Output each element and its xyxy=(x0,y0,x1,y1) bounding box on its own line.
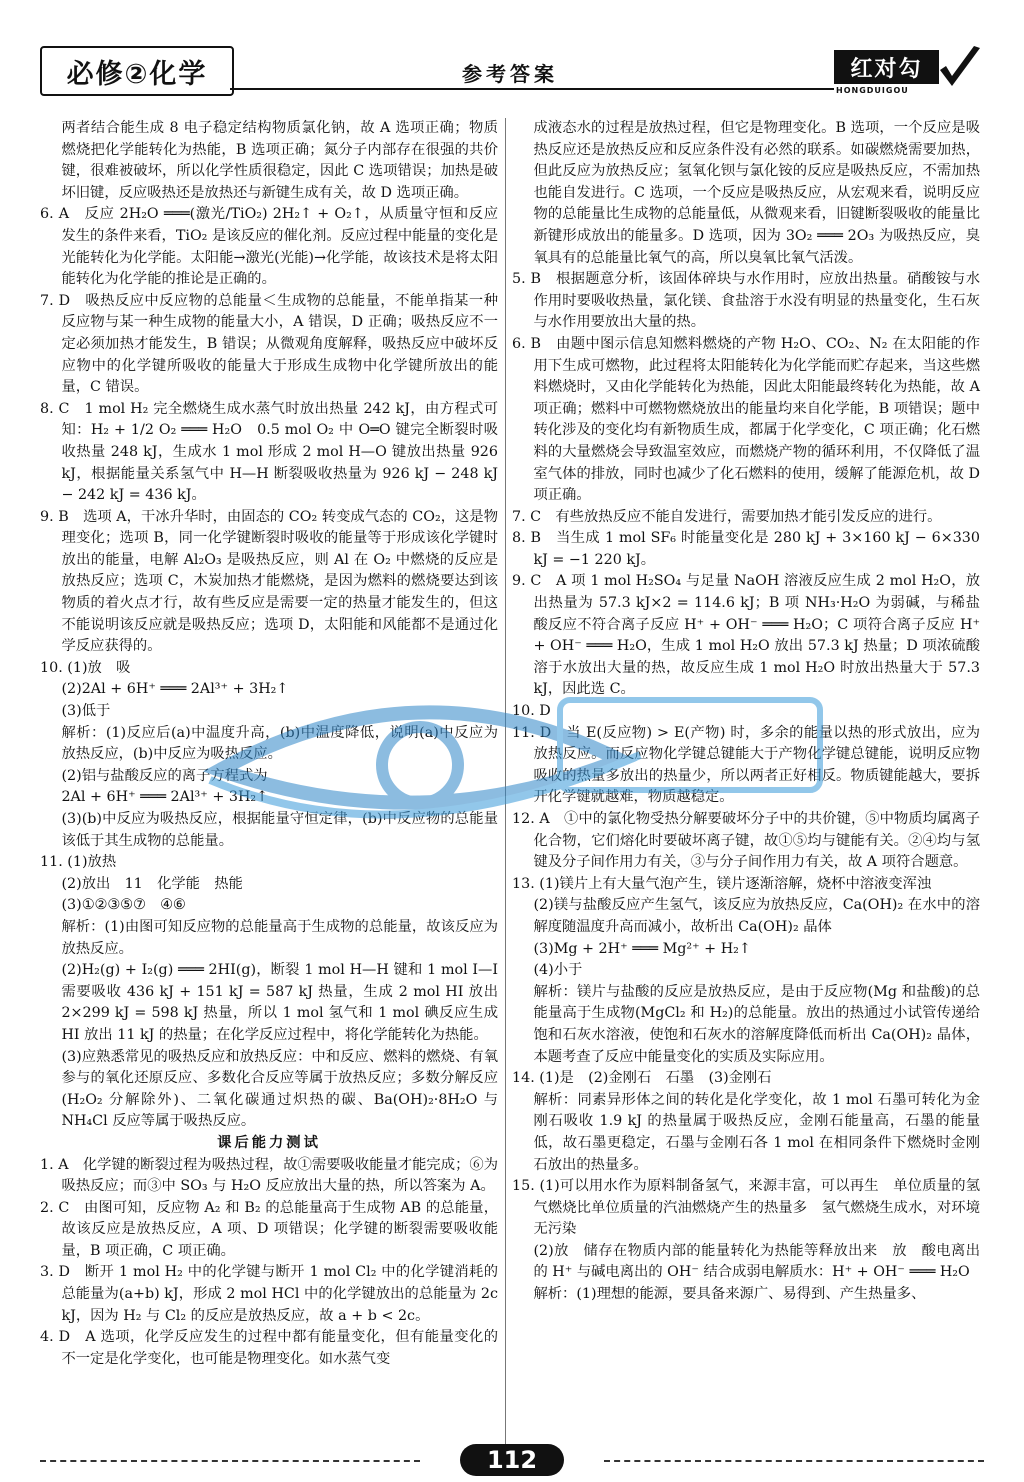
answer-paragraph: 10. D xyxy=(512,703,551,720)
answer-paragraph: 解析：同素异形体之间的转化是化学变化，故 1 mol 石墨可转化为金刚石吸收 1.9 kJ 的热量属于吸热反应，金刚石能量高，石墨的能量低，故石墨更稳定，石墨与金刚石各 1 mol 在相同条件下燃烧时金刚石放出的热量多。 xyxy=(533,1091,980,1173)
page-header xyxy=(40,42,984,102)
answer-paragraph: 解析：(1)由图可知反应物的总能量高于生成物的总能量，故该反应为放热反应。 xyxy=(61,918,498,957)
left-column xyxy=(40,118,498,1370)
answer-paragraph: (2)2Al + 6H⁺ ═══ 2Al³⁺ + 3H₂↑ xyxy=(61,681,289,698)
column-divider xyxy=(505,118,506,1463)
checkmark-icon xyxy=(936,42,984,94)
answer-paragraph: 14. (1)是 (2)金刚石 石墨 (3)金刚石 xyxy=(512,1070,772,1087)
header-rule xyxy=(230,88,834,90)
answer-paragraph: 9. B 选项 A，干冰升华时，由固态的 CO₂ 转变成气态的 CO₂，这是物理变化；选项 B，同一化学键断裂时吸收的能量等于形成该化学键时放出的能量，电解 Al₂O₃ 是吸热反应，则 Al 在 O₂ 中燃烧的反应是放热反应；选项 C，木炭加热才能燃烧，是因为燃料的燃烧要达到该物质的着火点才行，故有些反应是需要一定的热量才能发生的，但这不能说明该反应就是吸热反应；选项 D，太阳能和风能都不是通过化学反应获得的。 xyxy=(40,508,498,655)
footer-rule-left xyxy=(40,1460,420,1462)
answer-paragraph: (3)①②③⑤⑦ ④⑥ xyxy=(61,897,186,914)
header-title: 参考答案 xyxy=(462,62,558,86)
answer-paragraph: 6. B 由题中图示信息知燃料燃烧的产物 H₂O、CO₂、N₂ 在太阳能的作用下生成可燃物，此过程将太阳能转化为化学能而贮存起来，当这些燃料燃烧时，又由化学能转化为热能，因此太阳能最终转化为热能，故 A 项正确；燃料中可燃物燃烧放出的能量均来自化学能，B 项错误；题中转化涉及的变化均有新物质生成，都属于化学变化，C 项正确；化石燃料的大量燃烧会导致温室效应，而燃烧产物的循环利用，不仅降低了温室气体的排放，同时也减少了化石燃料的使用，缓解了能源危机，故 D 项正确。 xyxy=(512,335,980,504)
answer-paragraph: (3)Mg + 2H⁺ ═══ Mg²⁺ + H₂↑ xyxy=(533,940,751,957)
answer-paragraph: 解析：镁片与盐酸的反应是放热反应，是由于反应物(Mg 和盐酸)的总能量高于生成物(MgCl₂ 和 H₂)的总能量。放出的热通过小试管传递给饱和石灰水溶液，使饱和石灰水的溶解度降低而析出 Ca(OH)₂ 晶体，本题考查了反应中能量变化的实质及实际应用。 xyxy=(533,983,980,1065)
answer-paragraph: (2)镁与盐酸反应产生氢气，该反应为放热反应，Ca(OH)₂ 在水中的溶解度随温度升高而减小，故析出 Ca(OH)₂ 晶体 xyxy=(533,897,980,935)
answer-paragraph: 12. A ①中的氯化物受热分解要破坏分子中的共价键，⑤中物质均属离子化合物，它们熔化时要破坏离子键，故①⑤均与键能有关。②④均与氢键及分子间作用力有关，③与分子间作用力有关，故 A 项符合题意。 xyxy=(512,811,980,871)
answer-paragraph: 解析：(1)反应后(a)中温度升高，(b)中温度降低，说明(a)中反应为放热反应，(b)中反应为吸热反应。 xyxy=(61,724,498,763)
answer-paragraph: 7. C 有些放热反应不能自发进行，需要加热才能引发反应的进行。 xyxy=(512,508,942,525)
answer-paragraph: (2)铝与盐酸反应的离子方程式为 xyxy=(61,767,268,784)
answer-paragraph: 两者结合能生成 8 电子稳定结构物质氯化钠，故 A 选项正确；物质燃烧把化学能转化为热能，B 选项正确；氮分子内部存在很强的共价键，很难被破坏，所以化学性质很稳定，因此 C 选项错误；加热是破坏旧键，反应吸热还是放热还与新键生成有关，故 D 选项正确。 xyxy=(61,120,498,201)
answer-paragraph: 15. (1)可以用水作为原料制备氢气，来源丰富，可以再生 单位质量的氢气燃烧比单位质量的汽油燃烧产生的热量多 氢气燃烧生成水，对环境无污染 xyxy=(512,1178,980,1238)
brand-subtitle: HONGDUIGOU xyxy=(836,86,909,95)
answer-paragraph: (3)低于 xyxy=(61,703,111,720)
answer-paragraph: 2. C 由图可知，反应物 A₂ 和 B₂ 的总能量高于生成物 AB 的总能量，故该反应是放热反应，A 项、D 项错误；化学键的断裂需要吸收能量，B 项正确，C 项正确。 xyxy=(40,1199,498,1259)
brand-name: 红对勾 xyxy=(834,50,939,84)
page-number: 112 xyxy=(460,1444,564,1476)
right-column xyxy=(512,118,980,1306)
answer-paragraph: (4)小于 xyxy=(533,962,583,979)
answer-paragraph: 4. D A 选项，化学反应发生的过程中都有能量变化，但有能量变化的不一定是化学变化，也可能是物理变化。如水蒸气变 xyxy=(40,1329,498,1367)
footer-rule-right xyxy=(604,1460,984,1462)
answer-paragraph: 5. B 根据题意分析，该固体碎块与水作用时，应放出热量。硝酸铵与水作用时要吸收热量，氯化镁、食盐溶于水没有明显的热量变化，生石灰与水作用要放出大量的热。 xyxy=(512,271,980,331)
answer-paragraph: 9. C A 项 1 mol H₂SO₄ 与足量 NaOH 溶液反应生成 2 mol H₂O，放出热量为 57.3 kJ×2 = 114.6 kJ；B 项 NH₃·H₂O 为弱碱，与稀盐酸反应不符合离子反应 H⁺ + OH⁻ ═══ H₂O；C 项符合离子反应 H⁺ + OH⁻ ═══ H₂O，生成 1 mol H₂O 放出 57.3 kJ 热量；D 项浓硫酸溶于水放出大量的热，故反应生成 1 mol H₂O 时放出热量大于 57.3 kJ，因此选 C。 xyxy=(512,573,980,698)
answer-paragraph: (3)(b)中反应为吸热反应，根据能量守恒定律，(b)中反应物的总能量该低于其生成物的总能量。 xyxy=(61,811,498,849)
subject-title: 必修②化学 xyxy=(40,46,234,96)
answer-paragraph: (2)放 储存在物质内部的能量转化为热能等释放出来 放 酸电离出的 H⁺ 与碱电离出的 OH⁻ 结合成弱电解质水：H⁺ + OH⁻ ═══ H₂O xyxy=(533,1242,980,1281)
answer-paragraph: 3. D 断开 1 mol H₂ 中的化学键与断开 1 mol Cl₂ 中的化学键消耗的总能量为(a+b) kJ，形成 2 mol HCl 中的化学键放出的总能量为 2c kJ，因为 H₂ 与 Cl₂ 的反应是放热反应，故 a + b < 2c。 xyxy=(40,1264,498,1324)
answer-paragraph: 6. A 反应 2H₂O ═══(激光/TiO₂) 2H₂↑ + O₂↑，从质量守恒和反应发生的条件来看，TiO₂ 是该反应的催化剂。反应过程中能量的变化是光能转化为化学能。太阳能→激光(光能)→化学能，故该技术是将太阳能转化为化学能的推论是正确的。 xyxy=(40,206,498,288)
answer-paragraph: 11. (1)放热 xyxy=(40,854,117,871)
answer-paragraph: 7. D 吸热反应中反应物的总能量＜生成物的总能量，不能单指某一种反应物与某一种生成物的能量大小，A 错误，D 正确；吸热反应不一定必须加热才能发生，B 错误；从微观角度解释，吸热反应中破坏反应物中的化学键所吸收的能量大于形成生成物中化学键所放出的能量，C 错误。 xyxy=(40,292,498,396)
page-footer xyxy=(40,1440,984,1480)
answer-paragraph: 课后能力测试 xyxy=(217,1134,321,1151)
answer-paragraph: 解析：(1)理想的能源，要具备来源广、易得到、产生热量多、 xyxy=(533,1286,926,1303)
answer-paragraph: 8. C 1 mol H₂ 完全燃烧生成水蒸气时放出热量 242 kJ，由方程式可知：H₂ + 1/2 O₂ ═══ H₂O 0.5 mol O₂ 中 O═O 键完全断裂时吸收热量 248 kJ，生成水 1 mol 形成 2 mol H—O 键放出热量 926 kJ，根据能量关系氢气中 H—H 断裂吸收热量为 926 kJ − 248 kJ − 242 kJ = 436 kJ。 xyxy=(40,400,498,504)
answer-paragraph: 成液态水的过程是放热过程，但它是物理变化。B 选项，一个反应是吸热反应还是放热反应和反应条件没有必然的联系。如碳燃烧需要加热，但此反应为放热反应；氢氧化钡与氯化铵的反应是吸热反应，不需加热也能自发进行。C 选项，一个反应是吸热反应，从宏观来看，说明反应物的总能量比生成物的总能量低，从微观来看，旧键断裂吸收的能量比新键形成放出的能量多。D 选项，因为 3O₂ ═══ 2O₃ 为吸热反应，臭氧具有的总能量比氧气的高，所以臭氧比氧气活泼。 xyxy=(533,120,980,266)
answer-paragraph: (2)放出 11 化学能 热能 xyxy=(61,875,243,892)
answer-paragraph: 8. B 当生成 1 mol SF₆ 时能量变化是 280 kJ + 3×160 kJ − 6×330 kJ = −1 220 kJ。 xyxy=(512,530,980,568)
answer-paragraph: (2)H₂(g) + I₂(g) ═══ 2HI(g)，断裂 1 mol H—H 键和 1 mol I—I 需要吸收 436 kJ + 151 kJ = 587 kJ 热量，生成 2 mol HI 放出 2×299 kJ = 598 kJ 热量，所以 1 mol 氢气和 1 mol 碘反应生成 HI 放出 11 kJ 的热量；在化学反应过程中，将化学能转化为热能。 xyxy=(61,962,498,1043)
answer-paragraph: 10. (1)放 吸 xyxy=(40,659,131,676)
answer-paragraph: 11. D 当 E(反应物) > E(产物) 时，多余的能量以热的形式放出，应为放热反应。而反应物化学键总键能大于产物化学键总键能，说明反应物吸收的热量多放出的热量少，所以两者正好相反。物质键能越大，要拆开化学键就越难，物质越稳定。 xyxy=(512,724,980,806)
brand-logo xyxy=(834,42,984,102)
answer-paragraph: 13. (1)镁片上有大量气泡产生，镁片逐渐溶解，烧杯中溶液变浑浊 xyxy=(512,875,932,892)
answer-paragraph: 2Al + 6H⁺ ═══ 2Al³⁺ + 3H₂↑ xyxy=(61,789,269,806)
answer-paragraph: 1. A 化学键的断裂过程为吸热过程，故①需要吸收能量才能完成；⑥为吸热反应；而③中 SO₃ 与 H₂O 反应放出大量的热，所以答案为 A。 xyxy=(40,1156,498,1195)
answer-paragraph: (3)应熟悉常见的吸热反应和放热反应：中和反应、燃料的燃烧、有氧参与的氧化还原反应、多数化合反应等属于放热反应；多数分解反应(H₂O₂ 分解除外)、二氧化碳通过炽热的碳、Ba(OH)₂·8H₂O 与 NH₄Cl 反应等属于吸热反应。 xyxy=(61,1048,498,1130)
